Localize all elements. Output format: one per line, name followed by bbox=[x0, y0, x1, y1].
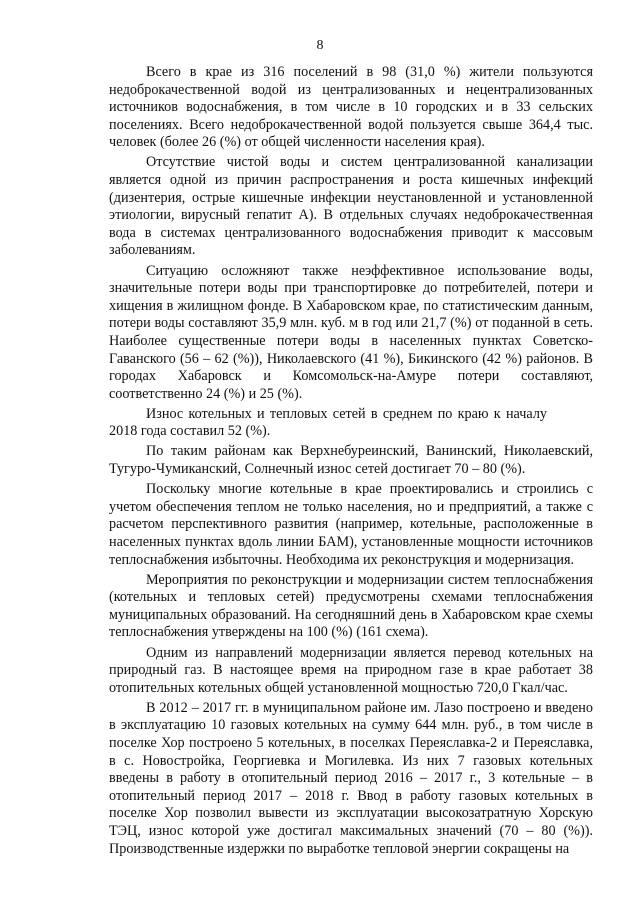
paragraph-modernization: Мероприятия по реконструкции и модернизации систем теплоснабжения (котельных и тепловых сетей) предусмотрены схемами теплоснабжения муниципальных образований. На сегодняшний день в Хабаровском крае схемы теплоснабжения утверждены на 100 (%) (161 схема). bbox=[109, 571, 593, 641]
paragraph-wear bbox=[109, 406, 593, 441]
paragraph-water-losses: Ситуацию осложняют также неэффективное использование воды, значительные потери воды при транспортировке до потребителей, потери и хищения в жилищном фонде. В Хабаровском крае, по статистическим данным, потери воды составляют 35,9 млн. куб. м в год или 21,7 (%) от поданной в сеть. Наиболее существенные потери воды в населенных пунктах Советско-Гаванского (56 – 62 (%)), Николаевского (41 %), Бикинского (42 %) районов. В городах Хабаровск и Комсомольск-на-Амуре потери составляют, соответственно 24 (%) и 25 (%). bbox=[109, 262, 593, 402]
paragraph-gas-conversion: Одним из направлений модернизации является перевод котельных на природный газ. В настоящее время на природном газе в крае работает 38 отопительных котельных общей установленной мощностью 720,0 Гкал/час. bbox=[109, 644, 593, 696]
paragraph-infections: Отсутствие чистой воды и систем централизованной канализации является одной из причин распространения и роста кишечных инфекций (дизентерия, острые кишечные инфекции неустановленной и установленной этиологии, вирусный гепатит А). В отдельных случаях недоброкачественная вода в системах централизованного водоснабжения приводит к массовым заболеваниям. bbox=[109, 154, 593, 259]
paragraph-wear-text: Износ котельных и тепловых сетей в среднем по краю к началу bbox=[146, 405, 547, 422]
paragraph-water-quality: Всего в крае из 316 поселений в 98 (31,0 %) жители пользуются недоброкачественной водой из централизованных и нецентрализованных источников водоснабжения, в том числе в 10 городских и в 33 сельских поселениях. Всего недоброкачественной водой пользуется свыше 364,4 тыс. человек (более 26 (%) от общей численности населения края). bbox=[109, 64, 593, 151]
paragraph-excess-capacity: Поскольку многие котельные в крае проектировались и строились с учетом обеспечения теплом не только населения, но и предприятий, а также с расчетом перспективного развития (например, котельные, расположенные в населенных пунктах вдоль линии БАМ), установленные мощности источников теплоснабжения избыточны. Необходима их реконструкция и модернизация. bbox=[109, 481, 593, 568]
paragraph-districts: По таким районам как Верхнебуреинский, Ванинский, Николаевский, Тугуро-Чумиканский, Солнечный износ сетей достигает 70 – 80 (%). bbox=[109, 443, 593, 478]
document-body bbox=[109, 64, 593, 861]
paragraph-wear-end: года составил 52 (%). bbox=[140, 423, 271, 440]
paragraph-wear-year: 2018 bbox=[109, 423, 138, 440]
paragraph-lazo-district: В 2012 – 2017 гг. в муниципальном районе им. Лазо построено и введено в эксплуатацию 10 газовых котельных на сумму 644 млн. руб., в том числе в поселке Хор построено 5 котельных, в поселках Переяславка-2 и Переяславка, в с. Новостройка, Георгиевка и Могилевка. Из них 7 газовых котельных введены в работу в отопительный период 2016 – 2017 г., 3 котельные – в отопительный период 2017 – 2018 г. Ввод в работу газовых котельных в поселке Хор позволил вывести из эксплуатации высокозатратную Хорскую ТЭЦ, износ которой уже достигал максимальных значений (70 – 80 (%)). Производственные издержки по выработке тепловой энергии сокращены на bbox=[109, 699, 593, 857]
page-number: 8 bbox=[316, 38, 324, 53]
